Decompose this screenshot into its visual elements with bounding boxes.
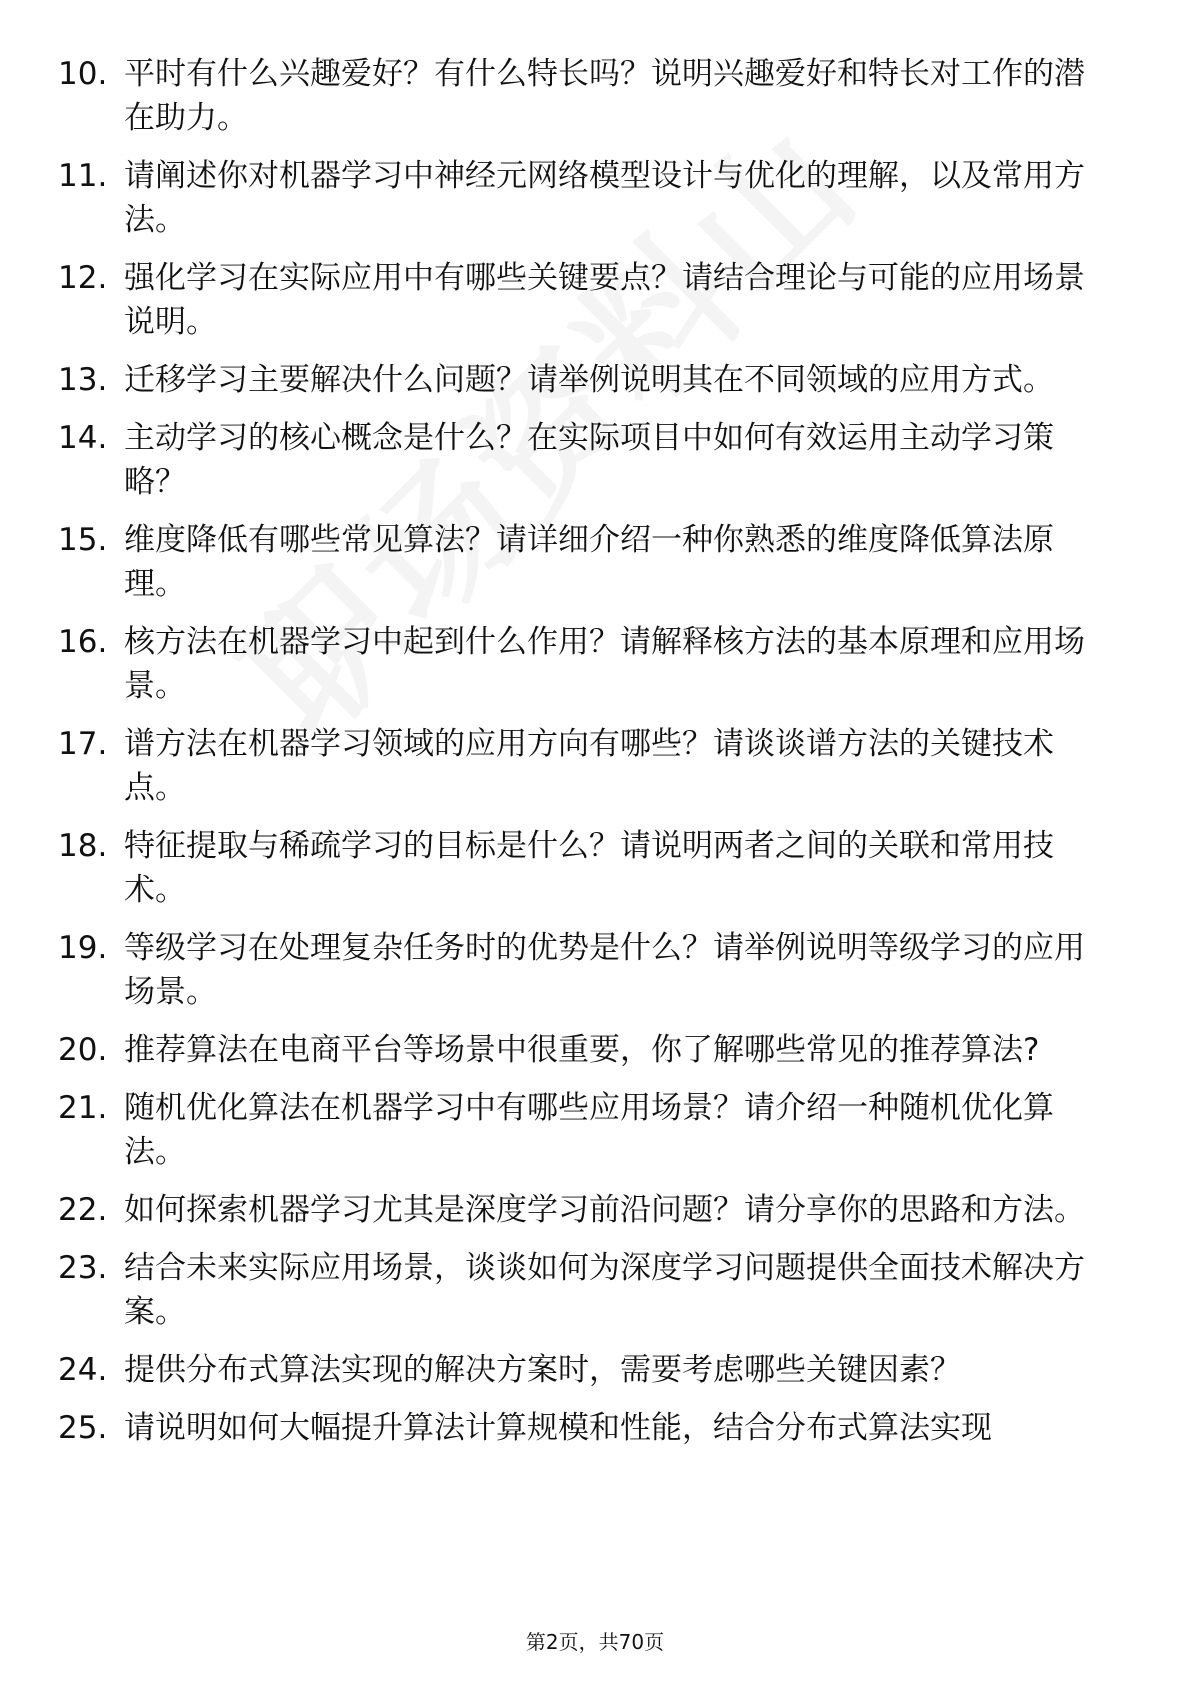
list-item [58,358,1108,402]
list-item [58,620,1108,708]
item-text: 等级学习在处理复杂任务时的优势是什么？请举例说明等级学习的应用场景。 [124,930,1085,1010]
list-item [58,1406,1108,1450]
list-item [58,722,1108,810]
list-item [58,1028,1108,1072]
item-text: 如何探索机器学习尤其是深度学习前沿问题？请分享你的思路和方法。 [124,1192,1085,1228]
list-item [58,824,1108,912]
list-item [58,926,1108,1014]
item-number: 24. [58,1352,108,1388]
item-number: 19. [58,930,108,966]
item-number: 21. [58,1090,108,1126]
item-text: 维度降低有哪些常见算法？请详细介绍一种你熟悉的维度降低算法原理。 [124,522,1054,602]
item-number: 16. [58,624,108,660]
item-text: 迁移学习主要解决什么问题？请举例说明其在不同领域的应用方式。 [124,362,1054,398]
item-number: 15. [58,522,108,558]
item-number: 20. [58,1032,108,1068]
list-item [58,1246,1108,1334]
list-item [58,154,1108,242]
item-number: 10. [58,56,108,92]
list-item [58,1348,1108,1392]
item-number: 22. [58,1192,108,1228]
list-item [58,1086,1108,1174]
item-text: 谱方法在机器学习领域的应用方向有哪些？请谈谈谱方法的关键技术点。 [124,726,1054,806]
list-item [58,256,1108,344]
item-text: 结合未来实际应用场景，谈谈如何为深度学习问题提供全面技术解决方案。 [124,1250,1085,1330]
item-text: 提供分布式算法实现的解决方案时，需要考虑哪些关键因素？ [124,1352,961,1388]
question-list [58,52,1108,1464]
page-number: 第2页，共70页 [525,1630,665,1654]
list-item [58,416,1108,504]
item-number: 11. [58,158,108,194]
item-number: 14. [58,420,108,456]
item-text: 平时有什么兴趣爱好？有什么特长吗？说明兴趣爱好和特长对工作的潜在助力。 [124,56,1085,136]
list-item [58,52,1108,140]
item-number: 18. [58,828,108,864]
item-text: 主动学习的核心概念是什么？在实际项目中如何有效运用主动学习策略？ [124,420,1054,500]
item-number: 25. [58,1410,108,1446]
item-number: 12. [58,260,108,296]
item-number: 17. [58,726,108,762]
list-item [58,1188,1108,1232]
item-text: 随机优化算法在机器学习中有哪些应用场景？请介绍一种随机优化算法。 [124,1090,1054,1170]
list-item [58,518,1108,606]
item-number: 13. [58,362,108,398]
item-text: 强化学习在实际应用中有哪些关键要点？请结合理论与可能的应用场景说明。 [124,260,1085,340]
item-text: 核方法在机器学习中起到什么作用？请解释核方法的基本原理和应用场景。 [124,624,1085,704]
item-text: 请阐述你对机器学习中神经元网络模型设计与优化的理解，以及常用方法。 [124,158,1085,238]
item-text: 请说明如何大幅提升算法计算规模和性能，结合分布式算法实现 [124,1410,992,1446]
item-text: 推荐算法在电商平台等场景中很重要，你了解哪些常见的推荐算法? [124,1032,1040,1068]
item-text: 特征提取与稀疏学习的目标是什么？请说明两者之间的关联和常用技术。 [124,828,1054,908]
item-number: 23. [58,1250,108,1286]
